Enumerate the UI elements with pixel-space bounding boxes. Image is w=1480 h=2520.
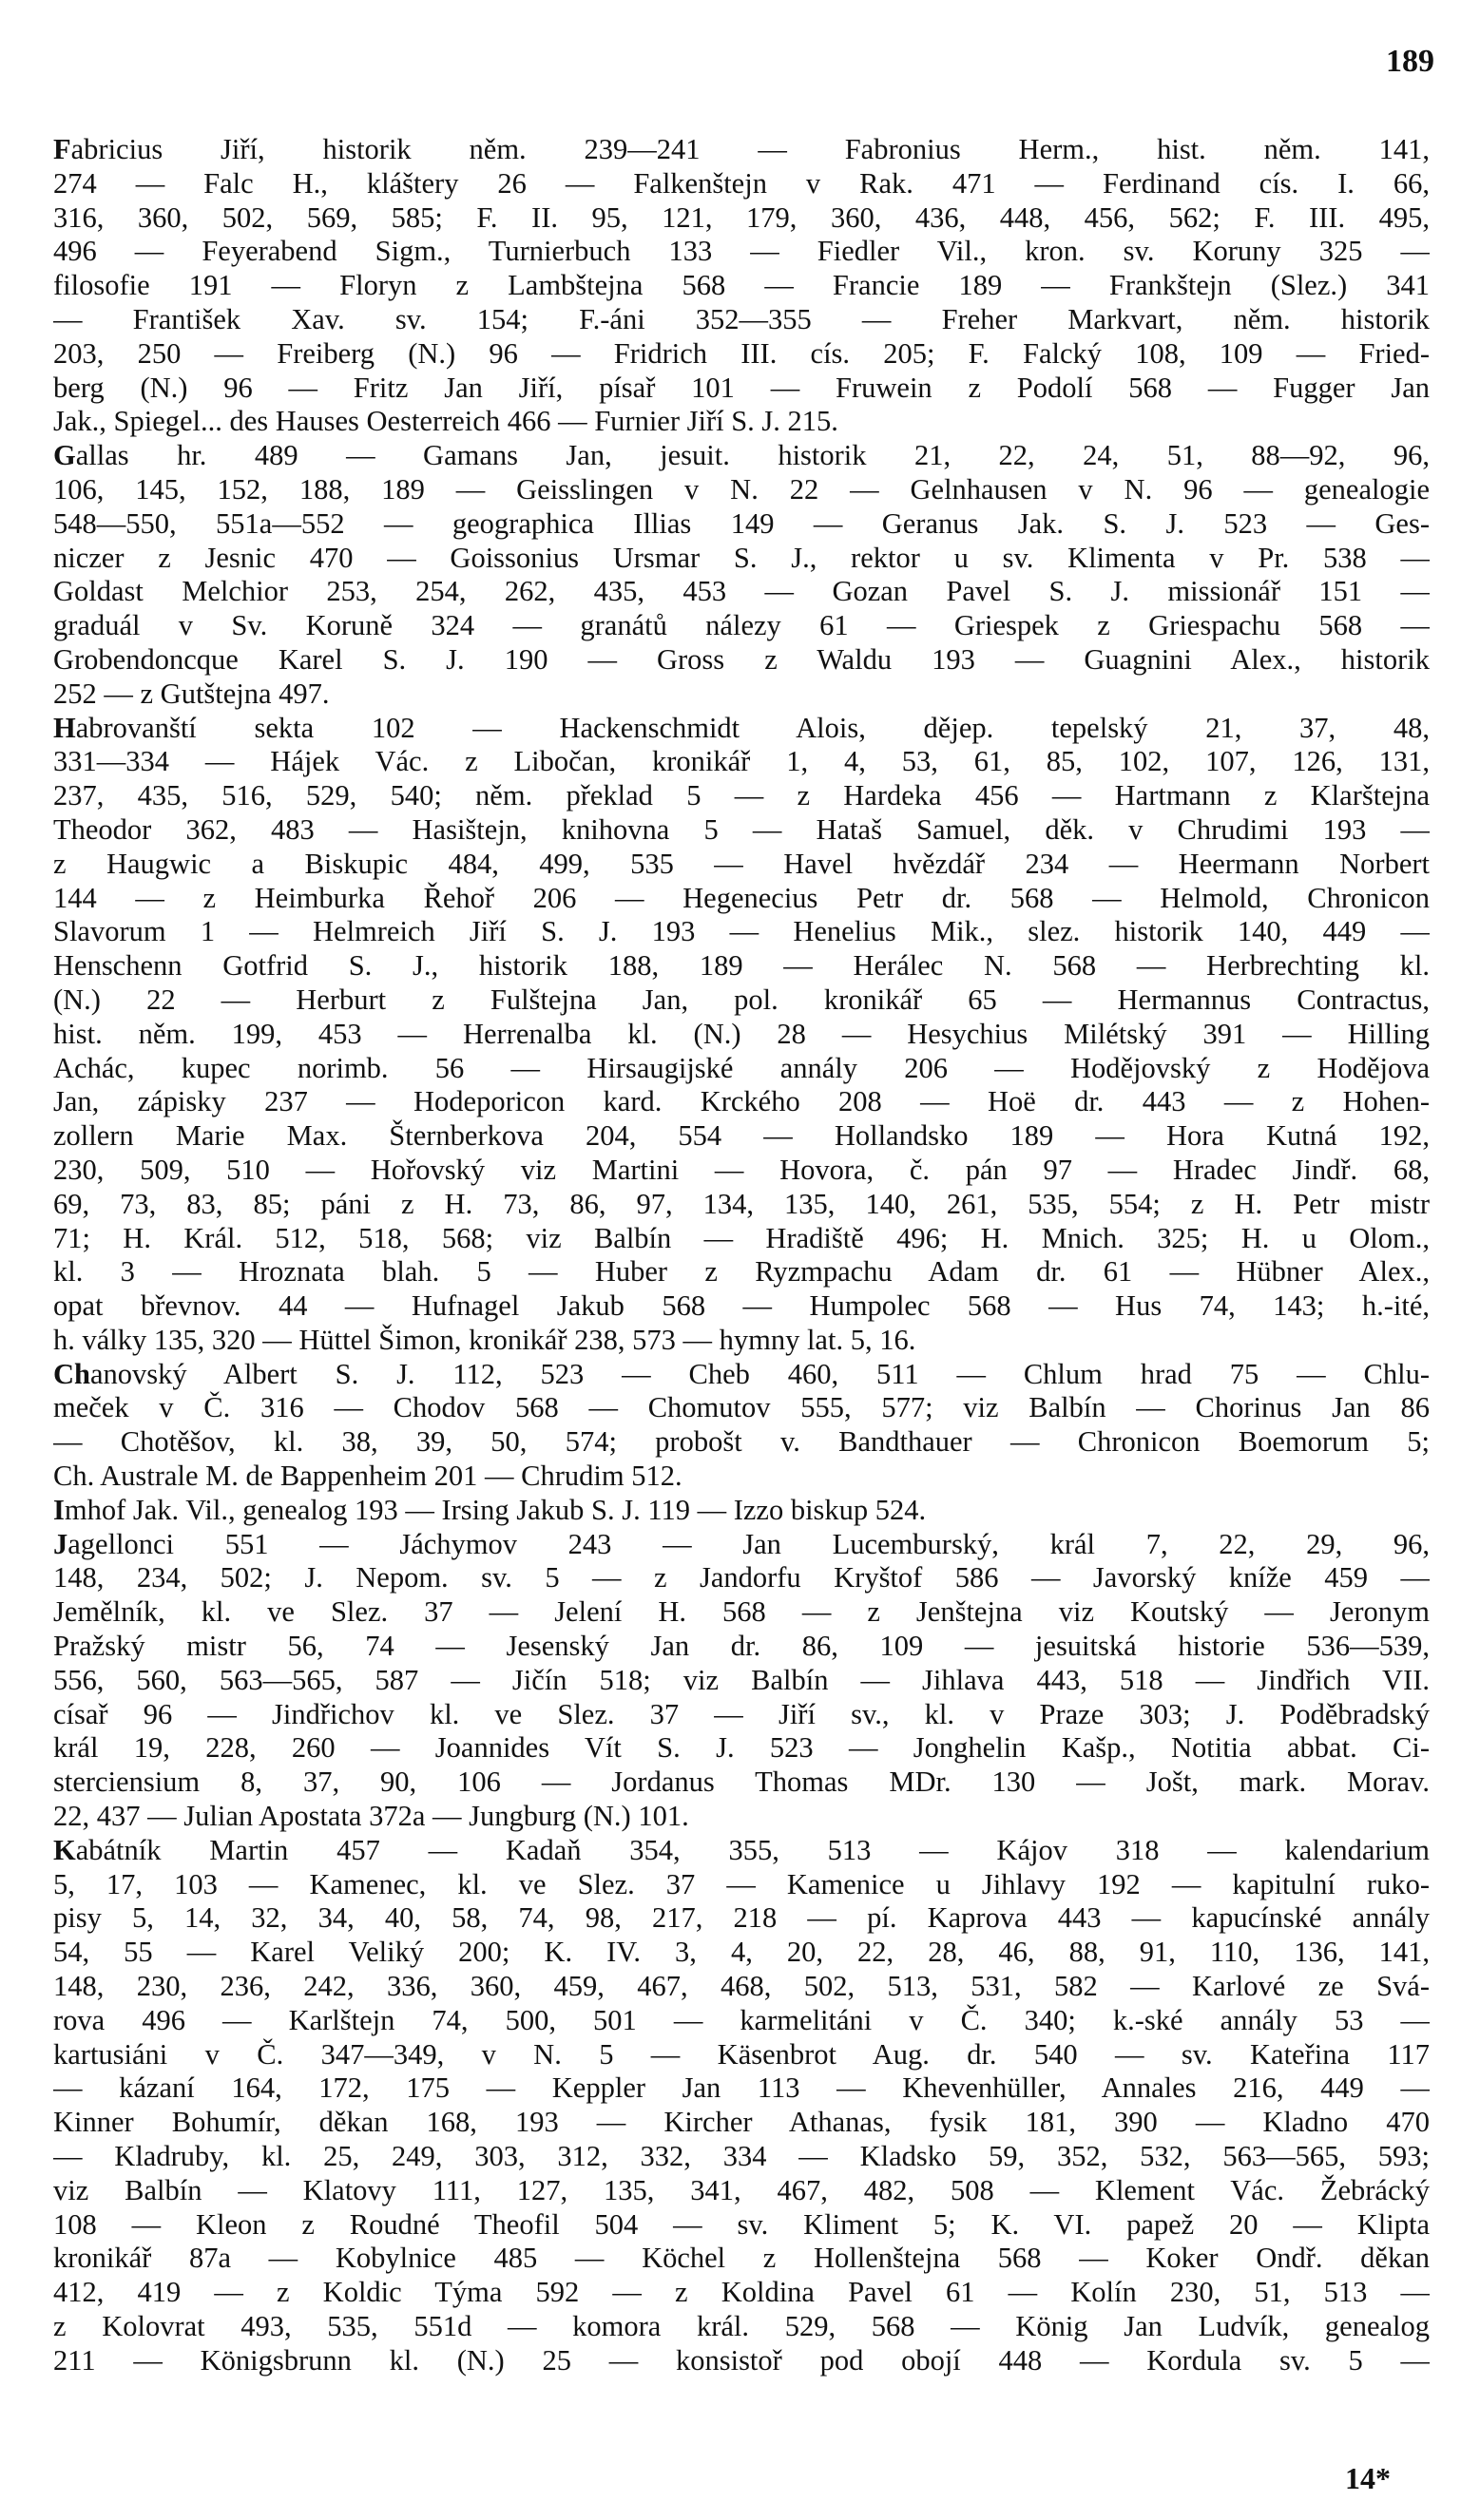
- index-line-text: 237, 435, 516, 529, 540; něm. překlad 5 — z Hardeka 456 — Hartmann z Klarštejna: [53, 779, 1430, 812]
- index-line-text: agellonci 551 — Jáchymov 243 — Jan Lucemburský, král 7, 22, 29, 96,: [67, 1527, 1430, 1560]
- index-line: [53, 2276, 1430, 2310]
- section-initial: H: [53, 711, 76, 744]
- index-line-text: 148, 234, 502; J. Nepom. sv. 5 — z Jandorfu Kryštof 586 — Javorský kníže 459 —: [53, 1561, 1430, 1594]
- index-line-text: Henschenn Gotfrid S. J., historik 188, 189 — Herálec N. 568 — Herbrechting kl.: [53, 949, 1430, 983]
- index-line-text: 54, 55 — Karel Veliký 200; K. IV. 3, 4, 20, 22, 28, 46, 88, 91, 110, 136, 141,: [53, 1936, 1430, 1969]
- index-line-text: 230, 509, 510 — Hořovský viz Martini — Hovora, č. pán 97 — Hradec Jindř. 68,: [53, 1153, 1430, 1186]
- index-line: [53, 2344, 1430, 2378]
- index-line-text: 69, 73, 83, 85; páni z H. 73, 86, 97, 134, 135, 140, 261, 535, 554; z H. Petr mistr: [53, 1187, 1430, 1220]
- index-line-text: Kinner Bohumír, děkan 168, 193 — Kircher Athanas, fysik 181, 390 — Kladno 470: [53, 2106, 1430, 2139]
- index-line: [53, 1425, 1430, 1460]
- index-line: [53, 678, 1430, 712]
- index-line-text: zollern Marie Max. Šternberkova 204, 554 — Hollandsko 189 — Hora Kutná 192,: [53, 1119, 1430, 1153]
- index-line-text: 106, 145, 152, 188, 189 — Geisslingen v N. 22 — Gelnhausen v N. 96 — genealogie: [53, 472, 1430, 506]
- index-line-text: Pražský mistr 56, 74 — Jesenský Jan dr. 86, 109 — jesuitská historie 536—539,: [53, 1630, 1430, 1663]
- index-line-text: z Haugwic a Biskupic 484, 499, 535 — Havel hvězdář 234 — Heermann Norbert: [53, 847, 1430, 880]
- section-initial: I: [53, 1493, 65, 1526]
- index-line: [53, 813, 1430, 848]
- index-line: [53, 2140, 1430, 2174]
- index-line-text: 211 — Königsbrunn kl. (N.) 25 — konsistoř pod obojí 448 — Kordula sv. 5 —: [53, 2343, 1430, 2377]
- index-line-text: Grobendoncque Karel S. J. 190 — Gross z Waldu 193 — Guagnini Alex., historik: [53, 642, 1430, 676]
- index-line-text: 548—550, 551a—552 — geographica Illias 149 — Geranus Jak. S. J. 523 — Ges-: [53, 506, 1430, 540]
- index-line-text: — kázaní 164, 172, 175 — Keppler Jan 113 — Khevenhüller, Annales 216, 449 —: [53, 2071, 1430, 2105]
- index-line-text: 274 — Falc H., kláštery 26 — Falkenštejn v Rak. 471 — Ferdinand cís. I. 66,: [53, 166, 1430, 200]
- index-line-text: — Kladruby, kl. 25, 249, 303, 312, 332, 334 — Kladsko 59, 352, 532, 563—565, 593;: [53, 2140, 1430, 2173]
- index-line-text: 252 — z Gutštejna 497.: [53, 677, 330, 710]
- index-line: [53, 1766, 1430, 1800]
- index-line-text: kartusiáni v Č. 347—349, v N. 5 — Käsenbrot Aug. dr. 540 — sv. Kateřina 117: [53, 2037, 1430, 2071]
- index-line: [53, 1664, 1430, 1698]
- index-section-first-line: [53, 1494, 1430, 1528]
- index-line-text: hist. něm. 199, 453 — Herrenalba kl. (N.) 28 — Hesychius Milétský 391 — Hilling: [53, 1017, 1430, 1050]
- index-line-text: — František Xav. sv. 154; F.-áni 352—355 — Freher Markvart, něm. historik: [53, 302, 1430, 335]
- index-line: [53, 269, 1430, 303]
- index-line-text: abricius Jiří, historik něm. 239—241 — Fabronius Herm., hist. něm. 141,: [70, 133, 1430, 165]
- index-line: [53, 1800, 1430, 1834]
- index-line-text: Jemělník, kl. ve Slez. 37 — Jelení H. 568 — z Jenštejna viz Koutský — Jeronym: [53, 1595, 1430, 1629]
- page-number: 189: [1386, 44, 1434, 79]
- index-line: [53, 2071, 1430, 2106]
- index-line: [53, 507, 1430, 542]
- index-line-text: Slavorum 1 — Helmreich Jiří S. J. 193 — Henelius Mik., slez. historik 140, 449 —: [53, 915, 1430, 948]
- index-line: [53, 609, 1430, 643]
- index-line-text: 316, 360, 502, 569, 585; F. II. 95, 121, 179, 360, 436, 448, 456, 562; F. III. 495,: [53, 200, 1430, 234]
- index-line: [53, 1085, 1430, 1119]
- index-section-first-line: [53, 1834, 1430, 1868]
- index-line-text: pisy 5, 14, 32, 34, 40, 58, 74, 98, 217, 218 — pí. Kaprova 443 — kapucínské annály: [53, 1901, 1430, 1935]
- index-line-text: 556, 560, 563—565, 587 — Jičín 518; viz Balbín — Jihlava 443, 518 — Jindřich VII.: [53, 1663, 1430, 1696]
- index-line-text: abrovanští sekta 102 — Hackenschmidt Alois, dějep. tepelský 21, 37, 48,: [75, 711, 1430, 744]
- index-line: [53, 473, 1430, 507]
- index-line: [53, 2106, 1430, 2140]
- index-line-text: Jak., Spiegel... des Hauses Oesterreich 466 — Furnier Jiří S. J. 215.: [53, 405, 838, 438]
- index-line: [53, 201, 1430, 236]
- index-line: [53, 303, 1430, 337]
- index-line-text: 71; H. Král. 512, 518, 568; viz Balbín — Hradiště 496; H. Mnich. 325; H. u Olom.,: [53, 1221, 1430, 1254]
- signature-mark: 14*: [1345, 2461, 1391, 2495]
- index-line: [53, 2004, 1430, 2038]
- index-line: [53, 1868, 1430, 1902]
- index-line: [53, 983, 1430, 1018]
- index-line-text: Ch. Australe M. de Bappenheim 201 — Chrudim 512.: [53, 1460, 682, 1493]
- index-line: [53, 1154, 1430, 1188]
- index-line-text: 148, 230, 236, 242, 336, 360, 459, 467, 468, 502, 513, 531, 582 — Karlové ze Svá-: [53, 1970, 1430, 2003]
- section-initial: G: [53, 439, 76, 472]
- index-line: [53, 1561, 1430, 1595]
- index-line: [53, 1222, 1430, 1256]
- index-line-text: Jan, zápisky 237 — Hodeporicon kard. Krckého 208 — Hoë dr. 443 — z Hohen-: [53, 1085, 1430, 1118]
- index-line: [53, 1630, 1430, 1664]
- index-line-text: sterciensium 8, 37, 90, 106 — Jordanus Thomas MDr. 130 — Jošt, mark. Morav.: [53, 1766, 1430, 1799]
- index-line-text: mhof Jak. Vil., genealog 193 — Irsing Jakub S. J. 119 — Izzo biskup 524.: [64, 1493, 927, 1526]
- index-line: [53, 405, 1430, 439]
- index-line: [53, 372, 1430, 406]
- section-initial: K: [53, 1833, 76, 1866]
- index-line: [53, 1052, 1430, 1086]
- index-line-text: (N.) 22 — Herburt z Fulštejna Jan, pol. kronikář 65 — Hermannus Contractus,: [53, 983, 1430, 1016]
- index-section-first-line: [53, 1528, 1430, 1562]
- index-line: [53, 1731, 1430, 1766]
- index-line: [53, 575, 1430, 609]
- index-line: [53, 1018, 1430, 1052]
- index-line: [53, 779, 1430, 813]
- index-section-first-line: [53, 133, 1430, 167]
- index-line-text: niczer z Jesnic 470 — Goissonius Ursmar S. J., rektor u sv. Klimenta v Pr. 538 —: [53, 541, 1430, 574]
- index-section-first-line: [53, 1358, 1430, 1392]
- index-line-text: — Chotěšov, kl. 38, 39, 50, 574; probošt v. Bandthauer — Chronicon Boemorum 5;: [53, 1425, 1430, 1459]
- index-line: [53, 542, 1430, 576]
- index-line: [53, 1391, 1430, 1425]
- index-line: [53, 1901, 1430, 1936]
- index-line-text: 5, 17, 103 — Kamenec, kl. ve Slez. 37 — Kamenice u Jihlavy 192 — kapitulní ruko-: [53, 1867, 1430, 1900]
- index-line-text: 412, 419 — z Koldic Týma 592 — z Koldina Pavel 61 — Kolín 230, 51, 513 —: [53, 2276, 1430, 2309]
- index-line: [53, 1188, 1430, 1222]
- index-line: [53, 949, 1430, 983]
- index-line: [53, 1289, 1430, 1324]
- index-line: [53, 745, 1430, 779]
- index-line-text: císař 96 — Jindřichov kl. ve Slez. 37 — Jiří sv., kl. v Praze 303; J. Poděbradský: [53, 1697, 1430, 1730]
- index-line-text: 496 — Feyerabend Sigm., Turnierbuch 133 — Fiedler Vil., kron. sv. Koruny 325 —: [53, 235, 1430, 268]
- index-line: [53, 1970, 1430, 2004]
- index-line: [53, 2310, 1430, 2344]
- index-line-text: Achác, kupec norimb. 56 — Hirsaugijské annály 206 — Hodějovský z Hodějova: [53, 1051, 1430, 1084]
- index-line-text: 203, 250 — Freiberg (N.) 96 — Fridrich III. cís. 205; F. Falcký 108, 109 — Fried-: [53, 336, 1430, 370]
- index-line-text: král 19, 228, 260 — Joannides Vít S. J. 523 — Jonghelin Kašp., Notitia abbat. Ci-: [53, 1731, 1430, 1765]
- index-line-text: z Kolovrat 493, 535, 551d — komora král. 529, 568 — König Jan Ludvík, genealog: [53, 2310, 1430, 2342]
- index-line: [53, 1460, 1430, 1494]
- index-line: [53, 1936, 1430, 1970]
- index-line-text: allas hr. 489 — Gamans Jan, jesuit. historik 21, 22, 24, 51, 88—92, 96,: [75, 439, 1430, 472]
- index-line-text: Goldast Melchior 253, 254, 262, 435, 453 — Gozan Pavel S. J. missionář 151 —: [53, 575, 1430, 608]
- index-section-first-line: [53, 439, 1430, 473]
- index-line-text: rova 496 — Karlštejn 74, 500, 501 — karmelitáni v Č. 340; k.-ské annály 53 —: [53, 2003, 1430, 2036]
- index-line: [53, 2038, 1430, 2072]
- index-line-text: Theodor 362, 483 — Hasištejn, knihovna 5 — Hataš Samuel, děk. v Chrudimi 193 —: [53, 812, 1430, 846]
- index-line-text: viz Balbín — Klatovy 111, 127, 135, 341, 467, 482, 508 — Klement Vác. Žebrácký: [53, 2173, 1430, 2206]
- index-line: [53, 1324, 1430, 1358]
- index-line-text: kl. 3 — Hroznata blah. 5 — Huber z Ryzmpachu Adam dr. 61 — Hübner Alex.,: [53, 1255, 1430, 1289]
- index-line-text: kronikář 87a — Kobylnice 485 — Köchel z Hollenštejna 568 — Koker Ondř. děkan: [53, 2242, 1430, 2275]
- index-line: [53, 2174, 1430, 2208]
- index-line-text: meček v Č. 316 — Chodov 568 — Chomutov 555, 577; viz Balbín — Chorinus Jan 86: [53, 1391, 1430, 1424]
- index-line-text: h. války 135, 320 — Hüttel Šimon, kronikář 238, 573 — hymny lat. 5, 16.: [53, 1323, 916, 1356]
- index-line: [53, 2242, 1430, 2276]
- index-line-text: opat břevnov. 44 — Hufnagel Jakub 568 — Humpolec 568 — Hus 74, 143; h.-ité,: [53, 1289, 1430, 1323]
- index-line: [53, 643, 1430, 678]
- index-section-first-line: [53, 712, 1430, 746]
- section-initial: F: [53, 133, 71, 165]
- index-line: [53, 2208, 1430, 2243]
- index-line-text: 331—334 — Hájek Vác. z Libočan, kronikář 1, 4, 53, 61, 85, 102, 107, 126, 131,: [53, 745, 1430, 778]
- index-line: [53, 167, 1430, 201]
- index-line-text: 108 — Kleon z Roudné Theofil 504 — sv. Kliment 5; K. VI. papež 20 — Klipta: [53, 2207, 1430, 2241]
- index-line: [53, 1119, 1430, 1154]
- index-line: [53, 915, 1430, 949]
- index-line: [53, 337, 1430, 372]
- index-line: [53, 848, 1430, 882]
- index-line: [53, 235, 1430, 269]
- index-line-text: filosofie 191 — Floryn z Lambštejna 568 — Francie 189 — Frankštejn (Slez.) 341: [53, 269, 1430, 302]
- index-line-text: 22, 437 — Julian Apostata 372a — Jungburg (N.) 101.: [53, 1800, 689, 1833]
- index-line: [53, 1595, 1430, 1630]
- index-line-text: graduál v Sv. Koruně 324 — granátů nálezy 61 — Griespek z Griespachu 568 —: [53, 609, 1430, 642]
- index-line-text: berg (N.) 96 — Fritz Jan Jiří, písař 101 — Fruwein z Podolí 568 — Fugger Jan: [53, 371, 1430, 404]
- index-body: [53, 133, 1430, 2378]
- index-line: [53, 1255, 1430, 1289]
- section-initial: Ch: [53, 1357, 90, 1390]
- index-line-text: 144 — z Heimburka Řehoř 206 — Hegenecius Petr dr. 568 — Helmold, Chronicon: [53, 881, 1430, 914]
- index-line-text: anovský Albert S. J. 112, 523 — Cheb 460, 511 — Chlum hrad 75 — Chlu-: [90, 1357, 1430, 1390]
- section-initial: J: [53, 1527, 68, 1560]
- index-line: [53, 1698, 1430, 1732]
- index-line-text: abátník Martin 457 — Kadaň 354, 355, 513 — Kájov 318 — kalendarium: [75, 1833, 1430, 1866]
- index-line: [53, 882, 1430, 916]
